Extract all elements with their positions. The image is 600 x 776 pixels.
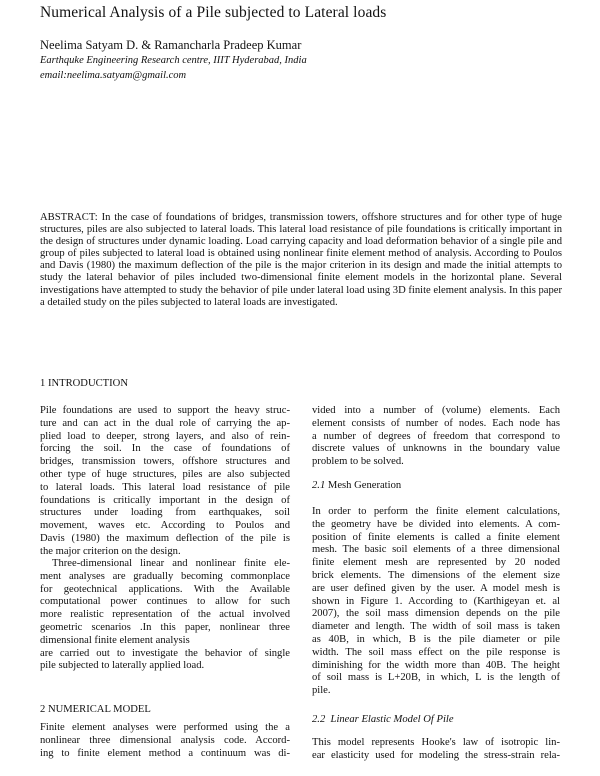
text-line: shown in Figure 1. According to (Karthigeyan et. al	[312, 595, 560, 607]
text-line: In order to perform the finite element calculations,	[312, 506, 560, 517]
subsection-number: 2.1	[312, 480, 326, 491]
text-line: are user defined given by the user. A model mesh is	[312, 582, 560, 594]
text-line: geometric scenarios .In this paper, nonlinear three	[40, 621, 290, 633]
abstract: ABSTRACT: In the case of foundations of bridges, transmission towers, offshore structures and for other type of huge structures, piles are also subjected to lateral loads. This lateral load resistance of pile foundations is critically important in the design of structures under dynamic loading. Load carrying capacity and load deformation behavior of a single pile and group of piles subjected to lateral load is obtained using nonlinear finite element method of analysis. According to Poulos and Davis (1980) the maximum deflection of the pile is the major criterion in its design and made the initial attempts to study the lateral behavior of piles included two-dimensional finite element models in the horizontal plane. Several investigations have attempted to study the behavior of pile under lateral load using 3D finite element analysis. In this paper a detailed study on the piles subjected to lateral loads are investigated.	[40, 212, 562, 308]
right-continuation-paragraph	[312, 405, 560, 469]
text-line: vided into a number of (volume) elements. Each	[312, 405, 560, 416]
section-heading-numerical-model: 2 NUMERICAL MODEL	[40, 704, 151, 715]
text-line: Davis (1980) the maximum deflection of the pile is	[40, 532, 290, 544]
intro-paragraph-2	[40, 558, 290, 673]
text-line: nonlinear three dimensional analysis code. Accord-	[40, 734, 290, 746]
subsection-heading-linear-elastic	[312, 714, 454, 727]
text-line: for geotechnical applications. With the Available	[40, 583, 290, 595]
subsection-title: Linear Elastic Model Of Pile	[330, 714, 454, 725]
mesh-paragraph	[312, 506, 560, 698]
text-line: ear elasticity used for modeling the stress-strain rela-	[312, 749, 560, 761]
text-line: forcing the soil. In the case of foundations of	[40, 443, 290, 455]
paper-authors: Neelima Satyam D. & Ramancharla Pradeep Kumar	[40, 38, 302, 52]
text-line: discrete values of unknowns in the boundary value	[312, 443, 560, 455]
paper-title: Numerical Analysis of a Pile subjected to Lateral loads	[40, 4, 387, 21]
text-line: diameter and length. The width of soil mass is taken	[312, 621, 560, 633]
text-line: of soil mass is L+20B, in which, L is the length of	[312, 672, 560, 684]
text-line: are carried out to investigate the behavior of single	[40, 647, 290, 659]
text-line: This model represents Hooke's law of isotropic lin-	[312, 737, 560, 748]
model-paragraph	[40, 722, 290, 760]
text-line: the geometry have be divided into elements. A com-	[312, 518, 560, 530]
text-line: computational power continues to allow for such	[40, 596, 290, 608]
text-line: ing to finite element method a continuum was di-	[40, 747, 290, 759]
text-line: width. The soil mass effect on the pile response is	[312, 646, 560, 658]
text-line: ture and can act in the dual role of carrying the ap-	[40, 417, 290, 429]
text-line: the major criterion on the design.	[40, 545, 181, 557]
text-line: as 40B, in which, B is the pile diameter or pile	[312, 633, 560, 645]
text-line: Three-dimensional linear and nonlinear finite ele-	[52, 558, 290, 569]
text-line: dimensional finite element analysis	[40, 634, 190, 646]
text-line: diminishing for the width more than 40B. The height	[312, 659, 560, 671]
text-line: more realistic representation of the actual involved	[40, 609, 290, 621]
subsection-title: Mesh Generation	[327, 480, 402, 491]
text-line: brick elements. The dimensions of the element size	[312, 569, 560, 581]
author-email: email:neelima.satyam@gmail.com	[40, 70, 187, 81]
text-line: Pile foundations are used to support the heavy struc-	[40, 405, 290, 416]
author-affiliation: Earthquke Engineering Research centre, IIIT Hyderabad, India	[40, 55, 307, 66]
text-line: pile.	[312, 685, 331, 697]
text-line: bridges, transmission towers, offshore structures and	[40, 456, 290, 468]
text-line: movement, waves etc. According to Poulos and	[40, 520, 290, 532]
text-line: element consists of number of nodes. Each node has	[312, 417, 560, 429]
text-line: other type of huge structures, piles are also subjected	[40, 468, 290, 480]
text-line: pile subjected to laterally applied load.	[40, 660, 205, 672]
text-line: a number of degrees of freedom that correspond to	[312, 430, 560, 442]
text-line: ment analyses are gradually becoming commonplace	[40, 570, 290, 582]
elastic-paragraph	[312, 737, 560, 763]
text-line: position of finite elements is called a finite element	[312, 531, 560, 543]
subsection-heading-mesh-generation	[312, 480, 401, 493]
text-line: 2007), the soil mass dimension depends on the pile	[312, 608, 560, 620]
text-line: structures under loading from earthquakes, soil	[40, 507, 290, 519]
section-heading-introduction: 1 INTRODUCTION	[40, 378, 128, 389]
subsection-number: 2.2	[312, 714, 326, 725]
text-line: foundations is critically important in the design of	[40, 494, 290, 506]
intro-paragraph-1	[40, 405, 290, 559]
text-line: finite element mesh are represented by 20 noded	[312, 557, 560, 569]
text-line: to lateral loads. This lateral load resistance of pile	[40, 481, 290, 493]
text-line: plied load to deeper, strong layers, and also of rein-	[40, 430, 290, 442]
text-line: Finite element analyses were performed using the a	[40, 722, 290, 733]
text-line: mesh. The basic soil elements of a three dimensional	[312, 544, 560, 556]
text-line: problem to be solved.	[312, 456, 404, 468]
